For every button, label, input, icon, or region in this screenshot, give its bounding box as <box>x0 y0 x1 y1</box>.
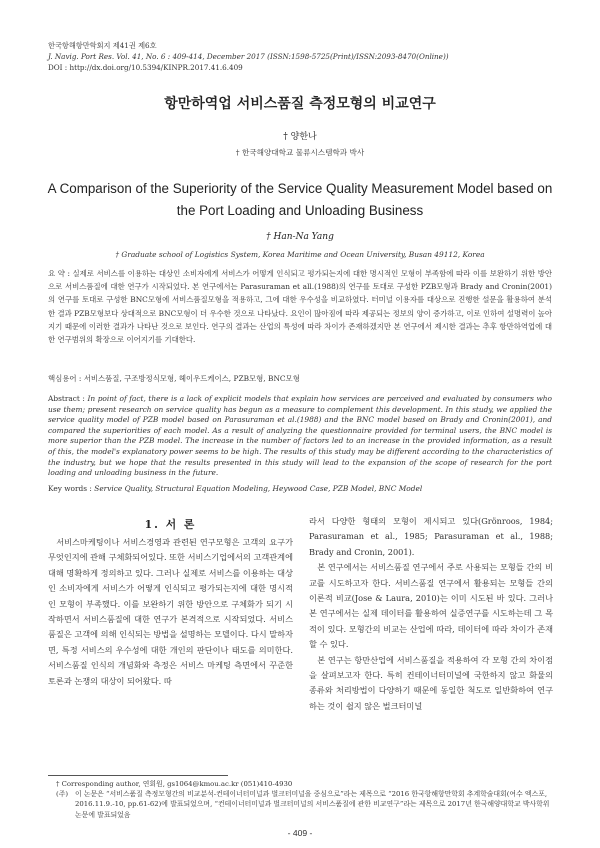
section-heading-introduction: 1. 서 론 <box>144 518 197 531</box>
journal-citation: J. Navig. Port Res. Vol. 41, No. 6 : 409-414, December 2017 (ISSN:1598-5725(Print)/ISSN:2093-8470(Online)) <box>48 52 449 61</box>
footnote-corresponding-author: † Corresponding author, 연회원, gs1064@kmou.ac.kr (051)410-4930 <box>56 780 293 788</box>
body-paragraph: 본 연구는 항만산업에 서비스품질을 적용하여 각 모형 간의 차이점을 살펴보고자 한다. 특히 컨테이너터미널에 국한하지 않고 화물의 종류와 처리방법이 다양하기 때문에 동일한 척도로 일반화하여 연구하는 것이 쉽지 않은 벌크터미널 <box>309 654 553 711</box>
title-korean: 항만하역업 서비스품질 측정모형의 비교연구 <box>164 96 436 112</box>
affiliation-english: † Graduate school of Logistics System, Korea Maritime and Ocean University, Busan 49112, Korea <box>115 250 485 259</box>
keywords-korean: 핵심용어 : 서비스품질, 구조방정식모형, 헤이우드케이스, PZB모형, BNC모형 <box>48 374 300 383</box>
title-english-line1: A Comparison of the Superiority of the Service Quality Measurement Model based on <box>47 181 553 196</box>
footnote-note <box>56 789 552 820</box>
affiliation-korean: † 한국해양대학교 물류시스템학과 박사 <box>235 148 365 157</box>
body-paragraph: 본 연구에서는 서비스품질 연구에서 주로 사용되는 모형들 간의 비교를 시도하고자 한다. 서비스품질 연구에서 활용되는 모형들 간의 이론적 비교(Jose & Laura, 2010)는 이미 시도된 바 있다. 그러나 본 연구에서는 실제 데이터를 활용하여 실증연구를 시도하는데 그 목적이 있다. 모형간의 비교는 산업에 따라, 데이터에 따라 차이가 존재할 수 있다. <box>309 562 553 650</box>
body-paragraph: 서비스마케팅이나 서비스경영과 관련된 연구모형은 고객의 요구가 무엇인지에 관해 구체화되어있다. 또한 서비스기업에서의 고객관계에 대해 명확하게 정의하고 있다. 그러나 실제로 서비스를 이용하는 대상인 소비자에게 서비스가 어떻게 인식되고 평가되는지에 대한 명시적인 모형이 부족했다. 이를 보완하기 위한 방안으로 구체화가 되기 시작하면서 서비스품질에 대한 연구가 본격적으로 시작되었다. 서비스품질은 고객에 의해 인식되는 방법을 설명하는 모델이다. 다시 말하자면, 특정 서비스의 우수성에 대한 개인의 판단이나 태도를 의미한다. 서비스품질 인식의 개념화와 측정은 서비스 마케팅 측면에서 꾸준한 토론과 논쟁의 대상이 되어왔다. 따 <box>48 537 293 686</box>
footnotes <box>56 779 552 820</box>
footnote-note-tag: (주) <box>56 790 69 799</box>
abstract-korean: 요 약 : 실제로 서비스를 이용하는 대상인 소비자에게 서비스가 어떻게 인식되고 평가되는지에 대한 명시적인 모형이 부족함에 따라 이를 보완하기 위한 방안으로 서비스품질에 대한 연구가 시작되었다. 본 연구에서는 Parasuraman et all.(1988)의 연구를 토대로 구성한 PZB모형과 Brady and Cronin(2001)의 연구를 토대로 구성한 BNC모형에 서비스품질모형을 적용하고, 그에 대한 우수성을 비교하였다. 터미널 이용자를 대상으로 진행한 설문을 활용하여 분석한 결과 PZB모형보다 상대적으로 BNC모형이 더 우수한 것으로 나타났다. 요인이 많아짐에 따라 제공되는 정보의 양이 증가하고, 이로 인하여 설명력이 높아지기 때문에 이러한 결과가 나타난 것으로 보인다. 연구의 결과는 산업의 특성에 따라 차이가 존재하겠지만 본 연구에서 제시한 결과는 추후 항만하역업에 대한 연구범위의 확장으로 이어지기를 기대한다. <box>48 269 552 345</box>
journal-name-ko: 한국항해항만학회지 제41권 제6호 <box>48 41 157 50</box>
body-column-right <box>309 514 553 714</box>
author-english: † Han-Na Yang <box>266 232 334 242</box>
abstract-english-label: Abstract : <box>48 394 88 403</box>
title-english <box>40 178 560 222</box>
keywords-english <box>48 484 552 493</box>
keywords-english-label: Key words : <box>48 484 95 493</box>
title-english-line2: the Port Loading and Unloading Business <box>176 203 424 218</box>
footnote-divider <box>48 775 228 776</box>
body-column-left <box>48 535 293 689</box>
author-korean: † 양한나 <box>283 132 317 142</box>
abstract-english <box>48 394 552 479</box>
running-header <box>48 40 449 73</box>
body-paragraph: 라서 다양한 형태의 모형이 제시되고 있다(Grönroos, 1984; Parasuraman et al., 1985; Parasuraman et al., 1988; Brady and Cronin, 2001). <box>309 516 553 557</box>
doi-line: DOI : http://dx.doi.org/10.5394/KINPR.2017.41.6.409 <box>48 63 243 72</box>
keywords-english-text: Service Quality, Structural Equation Modeling, Heywood Case, PZB Model, BNC Model <box>94 484 423 493</box>
footnote-note-text: 이 논문은 “서비스품질 측정모형간의 비교분석-컨테이너터미널과 벌크터미널을 중심으로”라는 제목으로 “2016 한국항해항만학회 추계학술대회(여수 엑스포, 2016.11.9.-10, pp.61-62)에 발표되었으며, “컨테이너터미널과 벌크터미널의 서비스품질에 관한 비교연구”라는 제목으로 2017년 한국해양대학교 박사학위논문에 발표되었음 <box>75 790 550 819</box>
abstract-english-text: In point of fact, there is a lack of explicit models that explain how services are perceived and evaluated by consumers who use them; present research on service quality has begun as a measure to complement this development. In this study, we applied the service quality model of PZB model based on Parasuraman et al.(1988) and the BNC model based on Brady and Cronin(2001), and compared the superiorities of each model. As a result of analyzing the questionnaire provided for terminal users, the BNC model is more superior than the PZB model. The increase in the number of factors led to an increase in the provided information, as a result of this, the model's explanatory power seems to be high. The results of this study may be different according to the characteristics of the industry, but we hope that the results presented in this study will lead to the expansion of the scope of research for the port loading and unloading business in the future. <box>48 394 552 478</box>
page-number: - 409 - <box>287 828 313 838</box>
